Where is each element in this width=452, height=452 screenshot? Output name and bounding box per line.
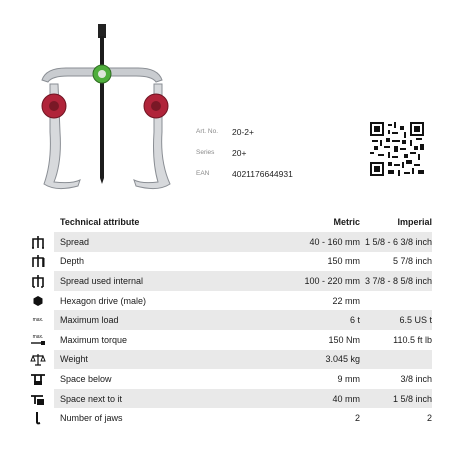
max-load-icon: [22, 317, 54, 323]
spread-icon: [22, 235, 54, 249]
table-row: [22, 291, 432, 311]
row-metric: 3.045 kg: [325, 354, 360, 365]
row-attribute: Maximum torque: [60, 334, 128, 345]
table-row: [22, 330, 432, 350]
row-imperial: 2: [426, 413, 432, 424]
table-row: [22, 271, 432, 291]
row-metric: 6 t: [349, 315, 360, 326]
series-value: 20+: [232, 147, 247, 158]
row-attribute: Space next to it: [60, 393, 123, 404]
row-metric: 22 mm: [332, 295, 360, 306]
table-row: [22, 252, 432, 272]
row-metric: 40 - 160 mm: [309, 236, 360, 247]
max-load-icon-text: max.: [32, 317, 44, 324]
row-metric: 150 Nm: [328, 334, 360, 345]
space-below-icon: [22, 372, 54, 386]
row-attribute: Maximum load: [60, 315, 119, 326]
header-imperial: Imperial: [397, 217, 432, 227]
art-no-label: Art. No.: [196, 128, 219, 135]
row-imperial: 3/8 inch: [400, 373, 432, 384]
spread-internal-icon: [22, 274, 54, 288]
table-row: [22, 369, 432, 389]
row-metric: 100 - 220 mm: [304, 275, 360, 286]
jaw-icon: [22, 411, 54, 425]
row-metric: 40 mm: [332, 393, 360, 404]
header-attribute: Technical attribute: [60, 217, 140, 227]
row-attribute: Number of jaws: [60, 413, 123, 424]
max-torque-icon: [22, 335, 54, 345]
ean-label: EAN: [196, 170, 210, 177]
art-no-row: [196, 121, 293, 142]
table-row: [22, 389, 432, 409]
row-metric: 9 mm: [337, 373, 360, 384]
row-metric: 2: [354, 413, 360, 424]
row-imperial: 1 5/8 inch: [392, 393, 432, 404]
space-next-icon: [22, 392, 54, 406]
row-attribute: Hexagon drive (male): [60, 295, 147, 306]
row-imperial: 3 7/8 - 8 5/8 inch: [364, 275, 432, 286]
row-metric: 150 mm: [327, 256, 360, 267]
max-torque-icon-text: max.: [32, 333, 44, 340]
row-imperial: 110.5 ft lb: [393, 334, 432, 345]
ean-row: [196, 163, 293, 184]
header-metric: Metric: [333, 217, 360, 227]
row-attribute: Weight: [60, 354, 88, 365]
table-row: [22, 408, 432, 428]
table-header: [22, 212, 432, 232]
art-no-value: 20-2+: [232, 126, 254, 137]
row-attribute: Space below: [60, 373, 112, 384]
table-row: [22, 350, 432, 370]
series-row: [196, 142, 293, 163]
ean-value: 4021176644931: [232, 168, 293, 179]
scale-icon: [22, 353, 54, 366]
table-row: [22, 310, 432, 330]
technical-table: [22, 212, 432, 428]
series-label: Series: [196, 149, 215, 156]
product-image: [32, 22, 182, 192]
hexagon-icon: [22, 295, 54, 307]
row-attribute: Spread used internal: [60, 275, 144, 286]
row-imperial: 5 7/8 inch: [392, 256, 432, 267]
product-meta: [196, 121, 293, 184]
table-row: [22, 232, 432, 252]
row-imperial: 6.5 US t: [399, 315, 432, 326]
row-attribute: Depth: [60, 256, 85, 267]
row-imperial: 1 5/8 - 6 3/8 inch: [364, 236, 432, 247]
row-attribute: Spread: [60, 236, 90, 247]
depth-icon: [22, 254, 54, 268]
qr-code-icon: [370, 122, 424, 176]
